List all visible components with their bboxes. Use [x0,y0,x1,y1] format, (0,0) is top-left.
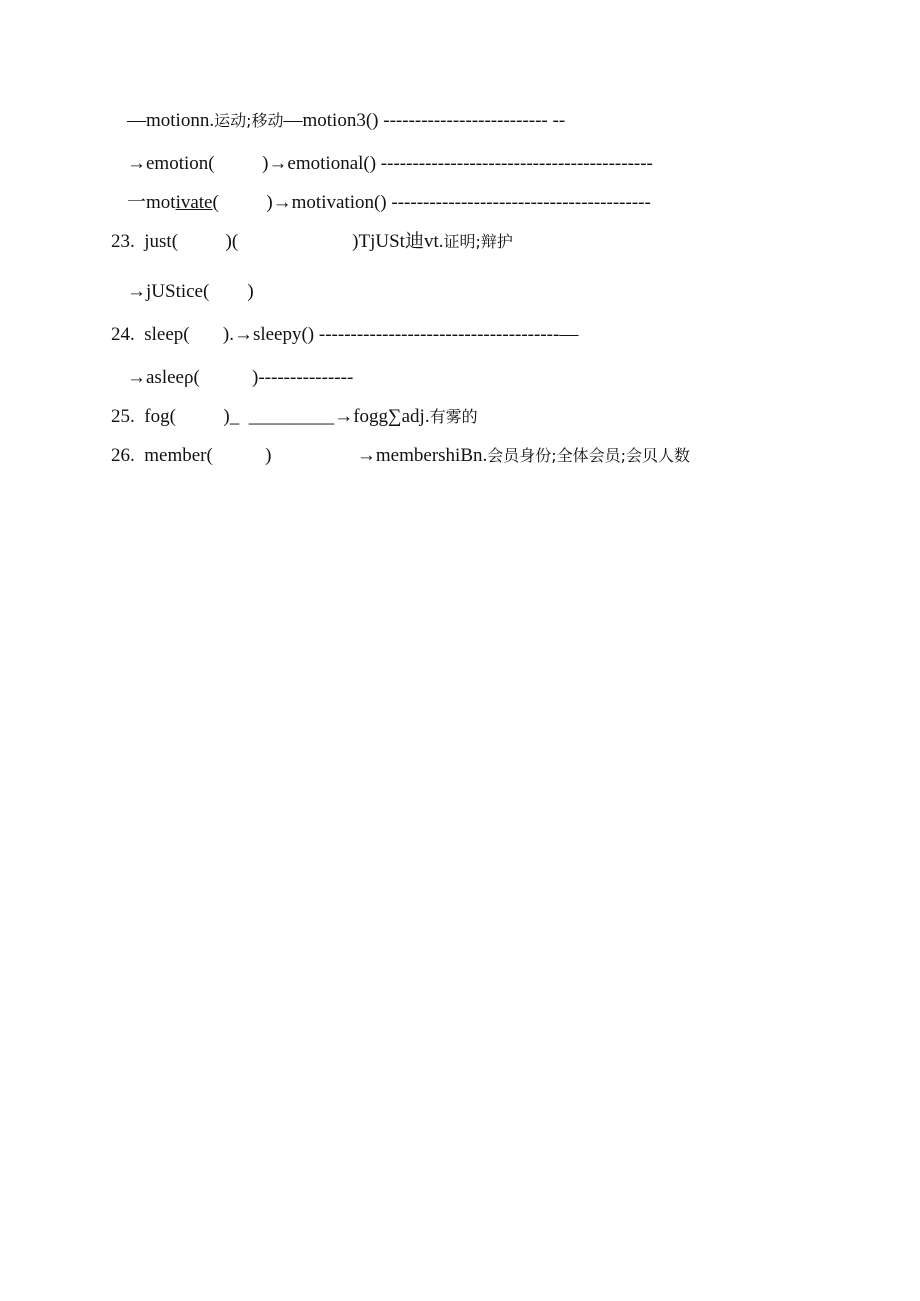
line-text-post: ( )→motivation() ----------------------------------------- [212,192,651,213]
line-text: 一mot [127,192,176,213]
line-chinese: 会员身份;全体会员;会贝人数 [487,446,691,465]
line-chinese: 证明;辩护 [443,232,513,251]
line-text: →asleeρ( )--------------- [127,367,354,388]
line-text: →jUStice( ) [127,281,254,302]
line-text: →emotion( )→emotional() ------------------------------------------- [127,153,653,174]
underlined-text: ivate [175,192,213,213]
line-text-rest: —motion3() -------------------------- -- [283,110,566,131]
line-text: —motionn. [127,110,215,131]
line-text: 24. sleep( ).→sleepy() --------------------------------------— [111,324,579,345]
line-chinese: 有雾的 [429,407,478,426]
line-text: 23. just( )( )TjUSt迪vt. [111,231,444,252]
line-text: 26. member( ) →membershiBn. [111,445,488,466]
line-text: 25. fog( )_ _________→fogg∑adj. [111,406,430,427]
text-line-26-member [92,420,690,492]
line-chinese: 运动;移动 [214,111,284,130]
